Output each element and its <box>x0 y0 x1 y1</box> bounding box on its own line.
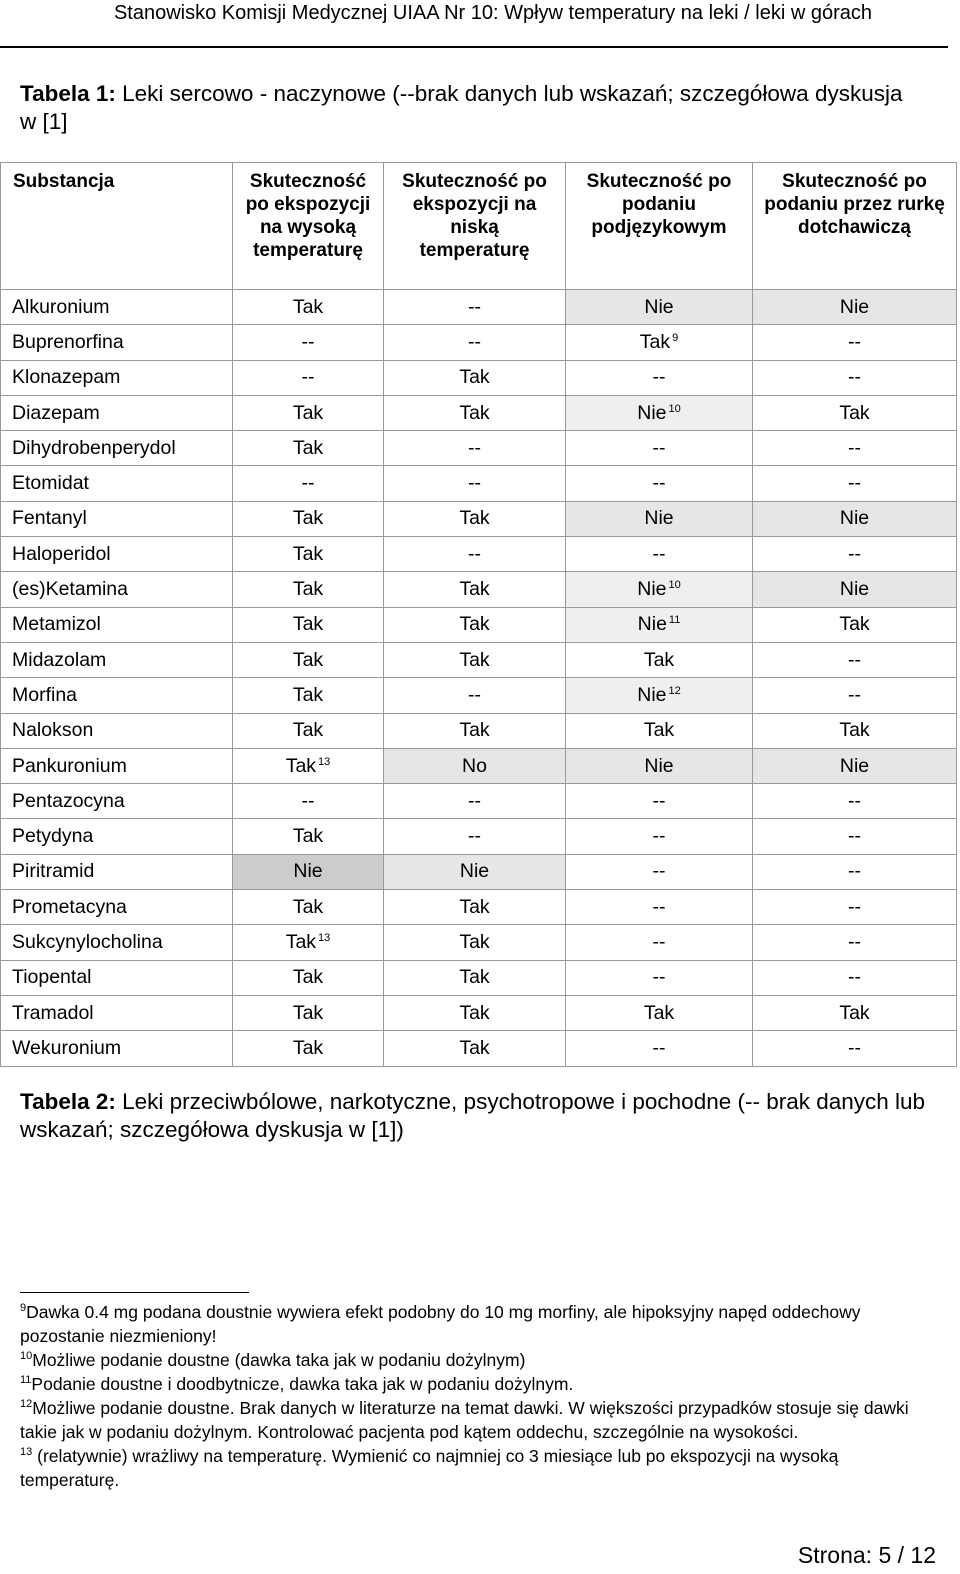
cell-value: -- <box>468 789 481 812</box>
cell-value: Morfina <box>12 683 78 706</box>
cell-value: Tak <box>459 578 490 601</box>
column-header-sublingual: Skuteczność po podaniu podjęzykowym <box>566 163 753 290</box>
cell-endotracheal <box>753 713 957 748</box>
cell-value: -- <box>848 436 861 459</box>
cell-value: -- <box>848 648 861 671</box>
cell-value: -- <box>468 542 481 565</box>
cell-sublingual <box>566 784 753 819</box>
cell-value: Tak <box>459 648 490 671</box>
cell-value: Tak <box>643 1001 675 1024</box>
footnote-mark: 9 <box>20 1302 27 1314</box>
substance-name <box>1 466 233 501</box>
cell-value: Piritramid <box>12 860 95 883</box>
substance-name <box>1 678 233 713</box>
substance-name <box>1 784 233 819</box>
cell-value: Metamizol <box>12 613 101 636</box>
table-row <box>1 607 957 642</box>
table-row <box>1 537 957 572</box>
table-header-row <box>1 163 957 290</box>
cell-low-temp <box>384 572 566 607</box>
cell-value: Tak <box>459 613 490 636</box>
table2-caption-label: Tabela 2: <box>20 1089 116 1114</box>
table-row <box>1 360 957 395</box>
cell-low-temp <box>384 713 566 748</box>
cell-value: Buprenorfina <box>12 330 124 353</box>
footnotes <box>20 1300 920 1492</box>
drug-table <box>0 162 957 1067</box>
table-row <box>1 678 957 713</box>
substance-name <box>1 607 233 642</box>
cell-value: Nalokson <box>12 719 94 742</box>
cell-value: Tak <box>292 578 324 601</box>
cell-low-temp <box>384 360 566 395</box>
cell-value: Petydyna <box>12 825 94 848</box>
cell-value: Fentanyl <box>12 507 87 530</box>
substance-name <box>1 395 233 430</box>
table-row <box>1 890 957 925</box>
document-title: Stanowisko Komisji Medycznej UIAA Nr 10: Wpływ temperatury na leki / leki w górach <box>113 2 872 24</box>
substance-name <box>1 890 233 925</box>
cell-value: No <box>462 754 487 777</box>
cell-value: Klonazepam <box>12 366 121 389</box>
footnote-ref: 13 <box>318 755 331 768</box>
cell-high-temp <box>233 466 384 501</box>
cell-value: -- <box>848 330 861 353</box>
cell-value: Nie <box>637 578 667 601</box>
substance-name <box>1 290 233 325</box>
cell-value: Tak <box>292 683 324 706</box>
cell-value: -- <box>468 825 481 848</box>
cell-endotracheal <box>753 960 957 995</box>
substance-name <box>1 960 233 995</box>
cell-value: Tak <box>459 366 490 389</box>
cell-value: Tak <box>292 613 324 636</box>
cell-value: Tak <box>292 966 324 989</box>
cell-high-temp <box>233 995 384 1030</box>
cell-endotracheal <box>753 925 957 960</box>
substance-name <box>1 642 233 677</box>
footnote-ref: 12 <box>668 684 681 697</box>
cell-value: Tak <box>292 648 324 671</box>
cell-value: (es)Ketamina <box>12 578 128 601</box>
substance-name <box>1 572 233 607</box>
footnote-mark: 10 <box>20 1350 33 1362</box>
cell-value: Tak <box>459 719 490 742</box>
cell-value: Tak <box>459 507 490 530</box>
cell-value: Pankuronium <box>12 754 127 777</box>
substance-name <box>1 854 233 889</box>
cell-value: Nie <box>644 295 674 318</box>
cell-low-temp <box>384 1031 566 1066</box>
cell-value: Nie <box>644 754 674 777</box>
cell-endotracheal <box>753 819 957 854</box>
cell-value: -- <box>848 825 861 848</box>
cell-value: -- <box>652 860 666 883</box>
cell-value: Nie <box>839 754 870 777</box>
cell-endotracheal <box>753 1031 957 1066</box>
cell-value: Haloperidol <box>12 542 111 565</box>
cell-value: -- <box>848 683 861 706</box>
table1-caption-text: Leki sercowo - naczynowe (--brak danych lub wskazań; szczegółowa dyskusja w [1] <box>20 81 903 134</box>
cell-value: Tiopental <box>12 966 92 989</box>
cell-high-temp <box>233 678 384 713</box>
cell-value: Tak <box>285 930 317 953</box>
cell-high-temp <box>233 607 384 642</box>
footnote-ref: 11 <box>668 614 681 627</box>
cell-low-temp <box>384 290 566 325</box>
cell-low-temp <box>384 501 566 536</box>
cell-low-temp <box>384 995 566 1030</box>
cell-endotracheal <box>753 854 957 889</box>
substance-name <box>1 1031 233 1066</box>
cell-value: -- <box>652 1036 666 1059</box>
table2-caption <box>20 1088 930 1144</box>
cell-value: -- <box>301 330 315 353</box>
cell-sublingual <box>566 819 753 854</box>
substance-name <box>1 360 233 395</box>
cell-value: -- <box>848 930 861 953</box>
cell-value: Dihydrobenperydol <box>12 436 176 459</box>
cell-value: Nie <box>637 683 667 706</box>
footnote-text: Dawka 0.4 mg podana doustnie wywiera efekt podobny do 10 mg morfiny, ale hipoksyjny napęd oddechowy pozostanie niezmieniony! <box>20 1302 861 1346</box>
cell-high-temp <box>233 890 384 925</box>
cell-sublingual <box>566 537 753 572</box>
cell-value: -- <box>301 472 315 495</box>
cell-value: Tak <box>292 825 324 848</box>
cell-value: Sukcynylocholina <box>12 930 163 953</box>
cell-high-temp <box>233 537 384 572</box>
cell-endotracheal <box>753 572 957 607</box>
cell-value: Nie <box>637 613 667 636</box>
cell-sublingual <box>566 748 753 783</box>
footnote-text: (relatywnie) wrażliwy na temperaturę. Wymienić co najmniej co 3 miesiące lub po ekspozycji na wysoką temperaturę. <box>20 1446 839 1490</box>
cell-value: Nie <box>637 401 667 424</box>
cell-value: Tak <box>839 719 870 742</box>
cell-sublingual <box>566 995 753 1030</box>
footnote-item <box>20 1300 920 1348</box>
table-row <box>1 819 957 854</box>
cell-sublingual <box>566 678 753 713</box>
substance-name <box>1 431 233 466</box>
cell-low-temp <box>384 678 566 713</box>
cell-value: Nie <box>459 860 490 883</box>
cell-low-temp <box>384 325 566 360</box>
cell-value: -- <box>652 472 666 495</box>
cell-sublingual <box>566 290 753 325</box>
cell-high-temp <box>233 395 384 430</box>
cell-value: -- <box>848 789 861 812</box>
footnote-mark: 13 <box>20 1446 33 1458</box>
table-row <box>1 748 957 783</box>
cell-high-temp <box>233 748 384 783</box>
column-header-high-temp: Skuteczność po ekspozycji na wysoką temperaturę <box>233 163 384 290</box>
cell-value: -- <box>301 789 315 812</box>
footnote-divider <box>20 1292 249 1293</box>
cell-high-temp <box>233 819 384 854</box>
cell-value: Tak <box>292 401 324 424</box>
cell-endotracheal <box>753 290 957 325</box>
footnote-ref: 9 <box>672 331 679 344</box>
table-row <box>1 501 957 536</box>
footnote-item <box>20 1396 920 1444</box>
cell-endotracheal <box>753 890 957 925</box>
cell-value: -- <box>468 472 481 495</box>
cell-low-temp <box>384 890 566 925</box>
cell-value: -- <box>848 366 861 389</box>
cell-value: Nie <box>839 295 870 318</box>
table1-caption-label: Tabela 1: <box>20 81 116 106</box>
cell-endotracheal <box>753 501 957 536</box>
cell-value: -- <box>652 542 666 565</box>
footnote-ref: 10 <box>668 402 681 415</box>
cell-endotracheal <box>753 537 957 572</box>
cell-high-temp <box>233 572 384 607</box>
cell-value: Tak <box>292 1001 324 1024</box>
cell-value: Tak <box>459 966 490 989</box>
cell-sublingual <box>566 1031 753 1066</box>
table-row <box>1 854 957 889</box>
footnote-mark: 11 <box>20 1374 32 1386</box>
footnote-text: Możliwe podanie doustne. Brak danych w literaturze na temat dawki. W większości przypadków stosuje się dawki takie jak w podaniu dożylnym. Kontrolować pacjenta pod kątem oddechu, szczególnie na wysokości. <box>20 1398 909 1442</box>
footnote-ref: 10 <box>668 579 681 592</box>
table-row <box>1 642 957 677</box>
cell-value: Tak <box>643 648 675 671</box>
cell-value: Diazepam <box>12 401 100 424</box>
cell-low-temp <box>384 854 566 889</box>
substance-name <box>1 748 233 783</box>
cell-value: Alkuronium <box>12 295 110 318</box>
cell-low-temp <box>384 960 566 995</box>
column-header-substance: Substancja <box>1 163 233 290</box>
cell-low-temp <box>384 748 566 783</box>
table-row <box>1 1031 957 1066</box>
cell-high-temp <box>233 290 384 325</box>
cell-value: -- <box>848 472 861 495</box>
cell-endotracheal <box>753 360 957 395</box>
cell-value: Tak <box>292 507 324 530</box>
cell-value: Tak <box>839 613 870 636</box>
substance-name <box>1 995 233 1030</box>
cell-value: Tak <box>292 1036 324 1059</box>
footnote-ref: 13 <box>318 931 331 944</box>
substance-name <box>1 537 233 572</box>
cell-low-temp <box>384 466 566 501</box>
table-row <box>1 784 957 819</box>
cell-sublingual <box>566 713 753 748</box>
cell-value: -- <box>652 789 666 812</box>
cell-sublingual <box>566 466 753 501</box>
substance-name <box>1 325 233 360</box>
cell-sublingual <box>566 854 753 889</box>
cell-sublingual <box>566 890 753 925</box>
cell-value: Nie <box>644 507 674 530</box>
page-number: Strona: 5 / 12 <box>797 1542 936 1568</box>
cell-value: Wekuronium <box>12 1036 122 1059</box>
cell-value: Tak <box>292 719 324 742</box>
cell-value: Nie <box>839 507 870 530</box>
cell-endotracheal <box>753 466 957 501</box>
footnote-item <box>20 1372 920 1396</box>
cell-value: Midazolam <box>12 648 107 671</box>
cell-value: -- <box>848 860 861 883</box>
cell-endotracheal <box>753 325 957 360</box>
cell-value: Tak <box>459 895 490 918</box>
cell-high-temp <box>233 431 384 466</box>
cell-sublingual <box>566 572 753 607</box>
column-header-low-temp: Skuteczność po ekspozycji na niską temperaturę <box>384 163 566 290</box>
cell-low-temp <box>384 607 566 642</box>
cell-value: Tak <box>839 1001 870 1024</box>
cell-value: Tak <box>459 401 490 424</box>
cell-value: Pentazocyna <box>12 789 125 812</box>
column-header-endotracheal: Skuteczność po podaniu przez rurkę dotchawiczą <box>753 163 957 290</box>
footnote-text: Podanie doustne i doodbytnicze, dawka taka jak w podaniu dożylnym. <box>31 1374 574 1394</box>
cell-sublingual <box>566 395 753 430</box>
cell-value: Tak <box>459 1036 490 1059</box>
footnote-item <box>20 1348 920 1372</box>
cell-high-temp <box>233 925 384 960</box>
table2-caption-text: Leki przeciwbólowe, narkotyczne, psychotropowe i pochodne (-- brak danych lub wskazań; szczegółowa dyskusja w [1]) <box>20 1089 926 1142</box>
table-row <box>1 572 957 607</box>
cell-endotracheal <box>753 784 957 819</box>
cell-high-temp <box>233 501 384 536</box>
cell-high-temp <box>233 784 384 819</box>
cell-value: Tak <box>292 542 324 565</box>
cell-value: Nie <box>293 860 323 883</box>
cell-low-temp <box>384 819 566 854</box>
cell-endotracheal <box>753 642 957 677</box>
cell-value: -- <box>652 966 666 989</box>
cell-value: Tak <box>292 895 324 918</box>
table-row <box>1 995 957 1030</box>
cell-endotracheal <box>753 395 957 430</box>
cell-high-temp <box>233 960 384 995</box>
cell-value: -- <box>652 895 666 918</box>
cell-value: Tak <box>292 436 324 459</box>
cell-sublingual <box>566 960 753 995</box>
cell-high-temp <box>233 713 384 748</box>
table-row <box>1 960 957 995</box>
cell-value: -- <box>468 683 481 706</box>
cell-endotracheal <box>753 607 957 642</box>
footnote-mark: 12 <box>20 1398 33 1410</box>
table-row <box>1 395 957 430</box>
substance-name <box>1 501 233 536</box>
table-row <box>1 925 957 960</box>
cell-sublingual <box>566 642 753 677</box>
cell-low-temp <box>384 431 566 466</box>
table-row <box>1 466 957 501</box>
cell-value: Tak <box>459 930 490 953</box>
cell-value: -- <box>848 895 861 918</box>
cell-value: Tak <box>292 295 324 318</box>
footnote-text: Możliwe podanie doustne (dawka taka jak w podaniu dożylnym) <box>32 1350 526 1370</box>
table1-caption <box>20 80 920 136</box>
cell-low-temp <box>384 537 566 572</box>
cell-endotracheal <box>753 431 957 466</box>
cell-value: Nie <box>839 578 870 601</box>
cell-low-temp <box>384 395 566 430</box>
cell-value: Tak <box>459 1001 490 1024</box>
cell-value: Tramadol <box>12 1001 94 1024</box>
cell-value: Tak <box>639 330 671 353</box>
cell-sublingual <box>566 607 753 642</box>
cell-endotracheal <box>753 678 957 713</box>
cell-endotracheal <box>753 995 957 1030</box>
substance-name <box>1 713 233 748</box>
cell-high-temp <box>233 854 384 889</box>
table-row <box>1 325 957 360</box>
substance-name <box>1 925 233 960</box>
cell-value: -- <box>468 436 481 459</box>
cell-sublingual <box>566 925 753 960</box>
cell-value: -- <box>301 366 315 389</box>
cell-value: -- <box>468 295 481 318</box>
cell-value: -- <box>652 436 666 459</box>
cell-value: Tak <box>839 401 870 424</box>
cell-sublingual <box>566 325 753 360</box>
table-row <box>1 290 957 325</box>
cell-value: Tak <box>285 754 317 777</box>
cell-value: Prometacyna <box>12 895 127 918</box>
cell-value: Tak <box>643 719 675 742</box>
cell-value: -- <box>652 366 666 389</box>
cell-high-temp <box>233 360 384 395</box>
running-header <box>0 0 948 48</box>
cell-value: -- <box>848 966 861 989</box>
cell-high-temp <box>233 325 384 360</box>
cell-value: -- <box>848 542 861 565</box>
cell-high-temp <box>233 1031 384 1066</box>
cell-endotracheal <box>753 748 957 783</box>
substance-name <box>1 819 233 854</box>
cell-low-temp <box>384 784 566 819</box>
cell-high-temp <box>233 642 384 677</box>
table-row <box>1 431 957 466</box>
cell-sublingual <box>566 431 753 466</box>
cell-value: -- <box>848 1036 861 1059</box>
cell-sublingual <box>566 501 753 536</box>
footnote-item <box>20 1444 920 1492</box>
table-row <box>1 713 957 748</box>
cell-low-temp <box>384 925 566 960</box>
cell-value: -- <box>468 330 481 353</box>
cell-value: Etomidat <box>12 472 89 495</box>
cell-value: -- <box>652 930 666 953</box>
cell-low-temp <box>384 642 566 677</box>
cell-value: -- <box>652 825 666 848</box>
cell-sublingual <box>566 360 753 395</box>
